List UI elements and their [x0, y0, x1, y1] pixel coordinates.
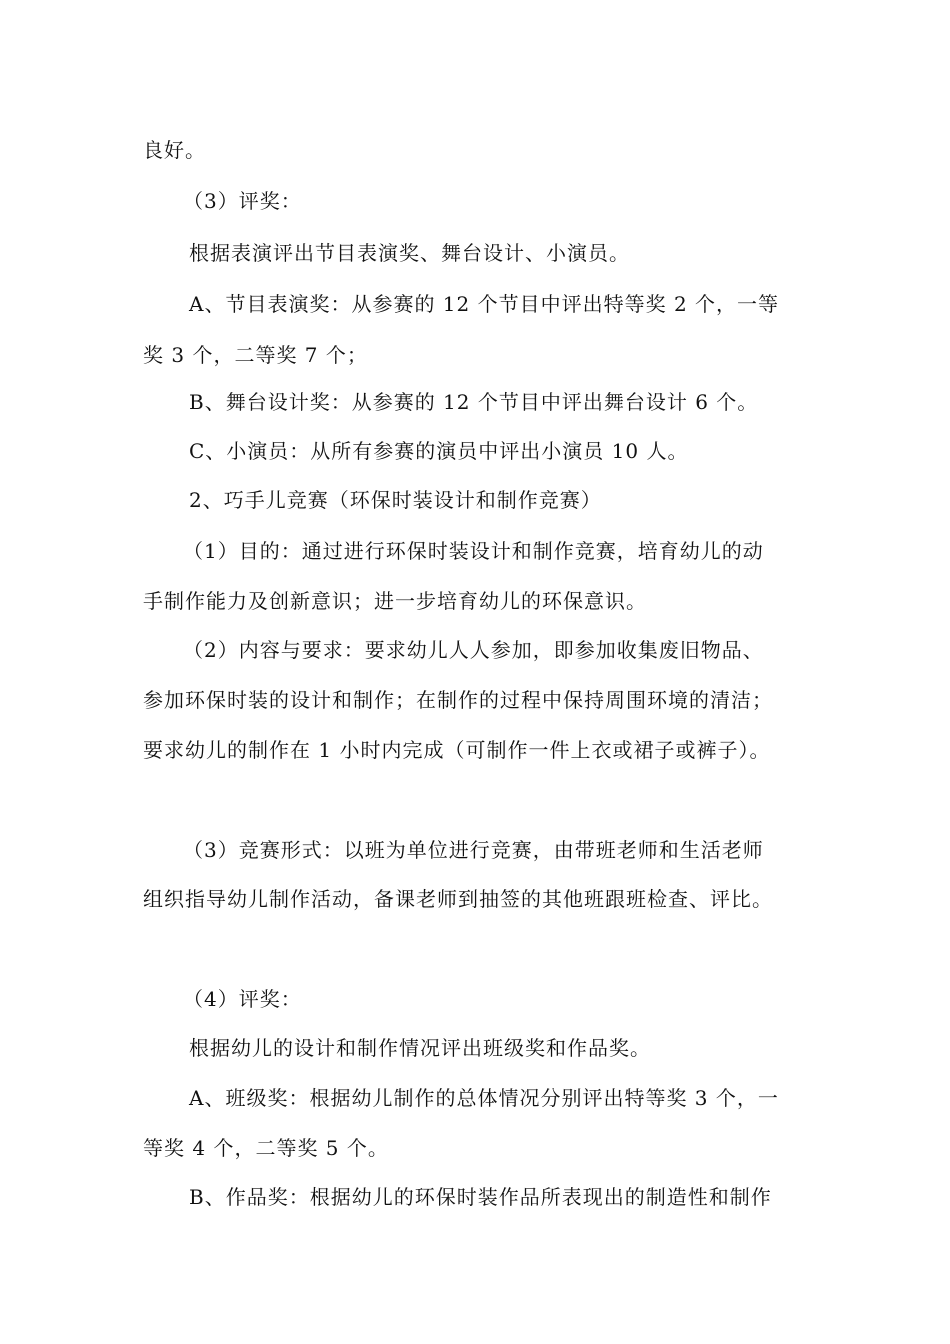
text-line: B、作品奖：根据幼儿的环保时装作品所表现出的制造性和制作: [189, 1185, 772, 1209]
text-line: （2）内容与要求：要求幼儿人人参加，即参加收集废旧物品、: [183, 638, 764, 662]
text-line: （3）评奖：: [183, 189, 302, 213]
text-line: 奖 3 个，二等奖 7 个；: [143, 343, 368, 367]
text-line: C、小演员：从所有参赛的演员中评出小演员 10 人。: [189, 439, 689, 463]
text-line: 根据表演评出节目表演奖、舞台设计、小演员。: [189, 241, 630, 265]
text-line: 2、巧手儿竞赛（环保时装设计和制作竞赛）: [189, 488, 602, 512]
text-line: （3）竞赛形式：以班为单位进行竞赛，由带班老师和生活老师: [183, 838, 764, 862]
text-line: 手制作能力及创新意识；进一步培育幼儿的环保意识。: [143, 589, 647, 613]
text-line: 要求幼儿的制作在 1 小时内完成（可制作一件上衣或裙子或裤子）。: [143, 738, 771, 762]
text-line: A、班级奖：根据幼儿制作的总体情况分别评出特等奖 3 个，一: [189, 1086, 779, 1110]
text-line: （4）评奖：: [183, 987, 302, 1011]
text-line: B、舞台设计奖：从参赛的 12 个节目中评出舞台设计 6 个。: [189, 390, 759, 414]
text-line: 等奖 4 个，二等奖 5 个。: [143, 1136, 389, 1160]
text-line: 组织指导幼儿制作活动，备课老师到抽签的其他班跟班检查、评比。: [143, 887, 773, 911]
text-line: （1）目的：通过进行环保时装设计和制作竞赛，培育幼儿的动: [183, 539, 764, 563]
text-line: A、节目表演奖：从参赛的 12 个节目中评出特等奖 2 个，一等: [189, 292, 780, 316]
text-line: 良好。: [143, 138, 206, 162]
text-line: 参加环保时装的设计和制作；在制作的过程中保持周围环境的清洁；: [143, 688, 773, 712]
text-line: 根据幼儿的设计和制作情况评出班级奖和作品奖。: [189, 1036, 651, 1060]
